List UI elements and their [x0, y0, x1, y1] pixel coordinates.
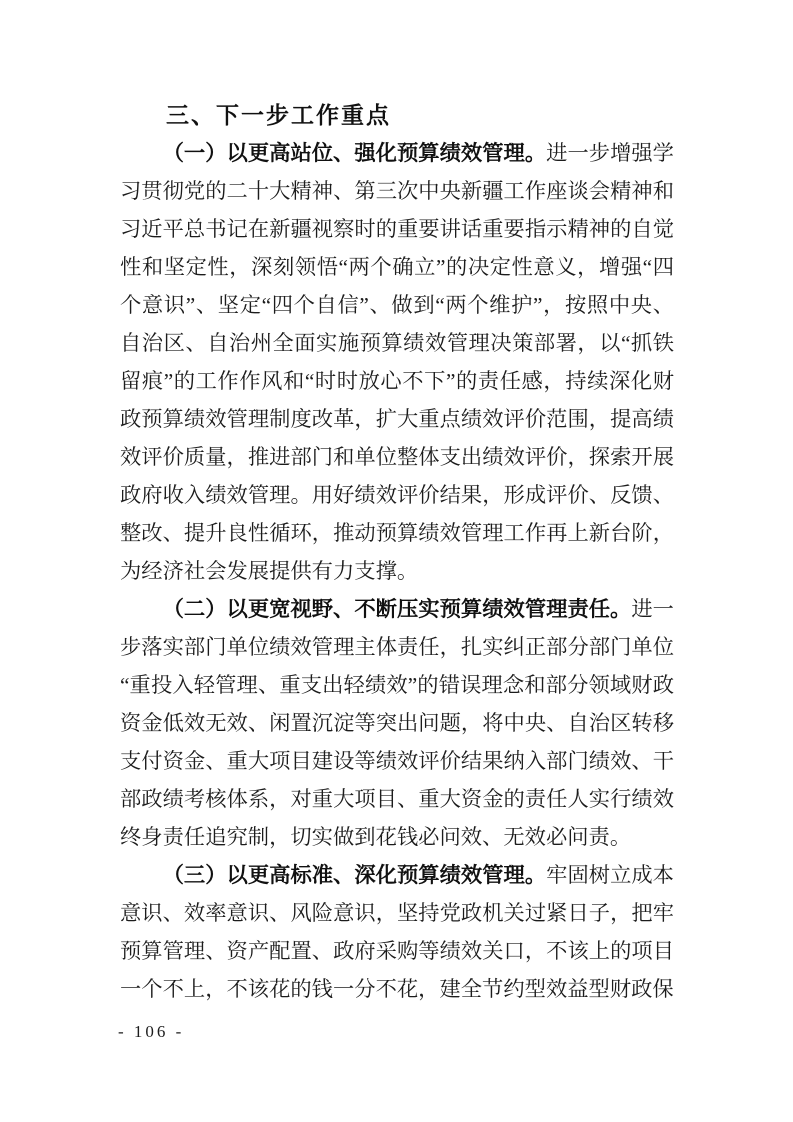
- paragraph-1-lead: （一）以更高站位、强化预算绩效管理。: [162, 141, 547, 165]
- paragraph-3-lead: （三）以更高标准、深化预算绩效管理。: [162, 863, 547, 887]
- paragraph-2: [120, 590, 674, 856]
- paragraph-3: [120, 856, 674, 1008]
- paragraph-1: [120, 134, 674, 590]
- paragraph-1-body: 进一步增强学习贯彻党的二十大精神、第三次中央新疆工作座谈会精神和习近平总书记在新疆视察时的重要讲话重要指示精神的自觉性和坚定性，深刻领悟“两个确立”的决定性意义，增强“四个意识”、坚定“四个自信”、做到“两个维护”，按照中央、自治区、自治州全面实施预算绩效管理决策部署，以“抓铁留痕”的工作作风和“时时放心不下”的责任感，持续深化财政预算绩效管理制度改革，扩大重点绩效评价范围，提高绩效评价质量，推进部门和单位整体支出绩效评价，探索开展政府收入绩效管理。用好绩效评价结果，形成评价、反馈、整改、提升良性循环，推动预算绩效管理工作再上新台阶，为经济社会发展提供有力支撑。: [120, 141, 674, 583]
- section-heading: 三、下一步工作重点: [166, 102, 391, 128]
- paragraph-2-body: 进一步落实部门单位绩效管理主体责任，扎实纠正部分部门单位“重投入轻管理、重支出轻绩效”的错误理念和部分领域财政资金低效无效、闲置沉淀等突出问题，将中央、自治区转移支付资金、重大项目建设等绩效评价结果纳入部门绩效、干部政绩考核体系，对重大项目、重大资金的责任人实行绩效终身责任追究制，切实做到花钱必问效、无效必问责。: [120, 597, 674, 849]
- page-number: - 106 -: [118, 1022, 185, 1041]
- paragraph-2-lead: （二）以更宽视野、不断压实预算绩效管理责任。: [162, 597, 632, 621]
- document-content: [120, 96, 674, 1008]
- paragraph-3-body: 牢固树立成本意识、效率意识、风险意识，坚持党政机关过紧日子，把牢预算管理、资产配置、政府采购等绩效关口，不该上的项目一个不上，不该花的钱一分不花，建全节约型效益型财政保: [120, 863, 674, 1001]
